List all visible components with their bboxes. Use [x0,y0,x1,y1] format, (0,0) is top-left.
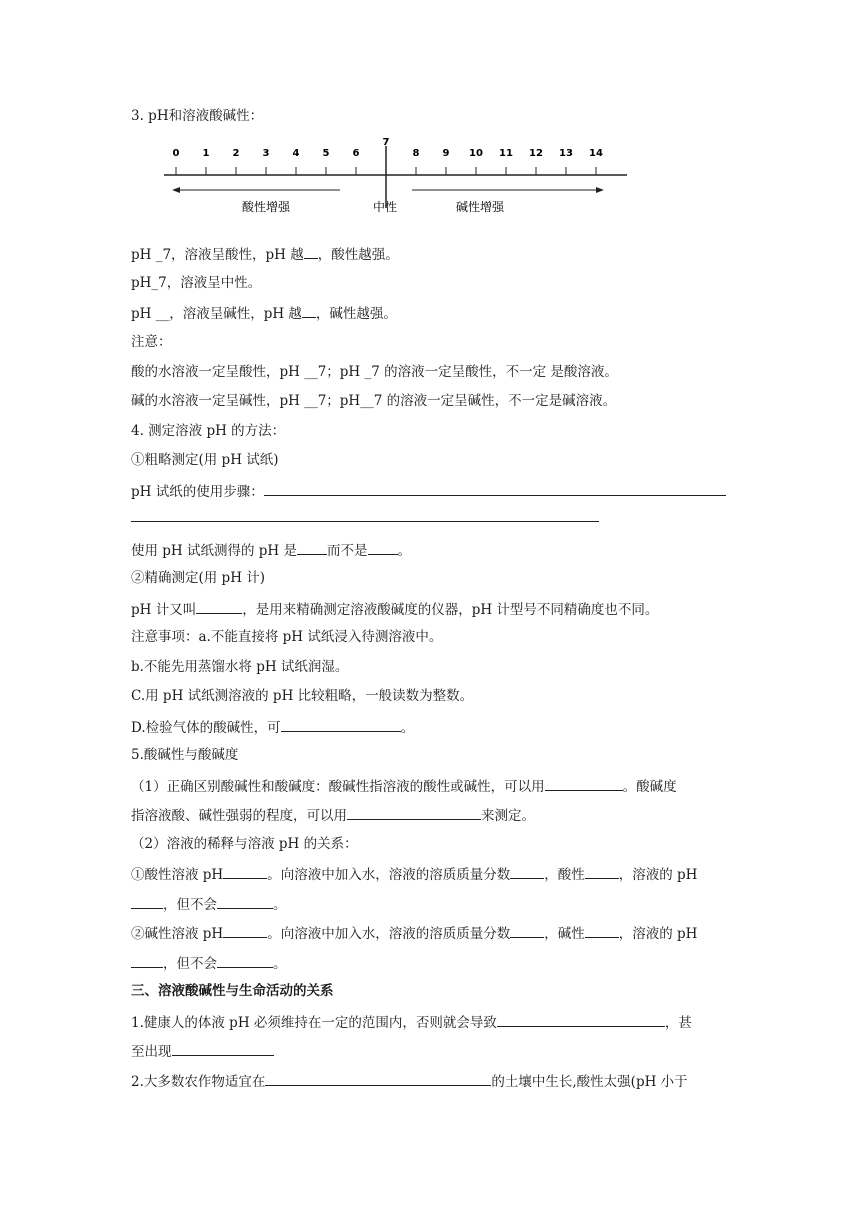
scale-tick-label: 3 [262,148,270,159]
neutral-ph-line: pH_7，溶液呈中性。 [131,275,262,291]
blank [585,863,619,879]
neutral-zone-label: 中性 [373,200,398,214]
blank [347,804,481,820]
text: D.检验气体的酸碱性，可 [131,720,281,736]
text: ，溶液的 pH [618,867,698,883]
blank [131,506,599,522]
scale-tick-label: 2 [232,148,240,159]
blank [172,1040,274,1056]
blank [264,480,726,496]
text: 。 [397,543,411,559]
scale-tick-label: 6 [352,148,360,159]
acid-zone-label: 酸性增强 [242,200,291,214]
text: 2.大多数农作物适宜在 [131,1074,266,1090]
text: pH 试纸的使用步骤： [131,484,264,500]
blank [510,922,544,938]
note-heading: 注意： [131,334,172,350]
scale-tick-label: 13 [559,148,573,159]
blank [223,863,267,879]
section-4-heading: 4. 测定溶液 pH 的方法： [131,423,286,439]
text: ，甚 [664,1015,692,1031]
ph-paper-result-line [131,539,411,561]
health-line-2 [131,1040,274,1062]
scale-tick-label: 4 [292,148,300,159]
crops-line [131,1070,688,1092]
blank [281,716,401,732]
text: 来测定。 [481,808,535,824]
ph-paper-steps-line-2 [131,506,599,528]
blank [297,539,327,555]
text: ，但不会 [163,897,217,913]
text: pH _7，溶液呈酸性，pH 越 [131,247,304,263]
precise-measure-heading: ②精确测定(用 pH 计) [131,570,266,586]
base-dilution-line-2 [131,952,287,974]
text: ，酸性越强。 [317,247,399,263]
text: ②碱性溶液 pH [131,926,224,942]
text: 。 [400,720,415,736]
caution-a-line: 注意事项：a.不能直接将 pH 试纸浸入待测溶液中。 [131,629,443,645]
scale-tick-label: 7 [382,137,390,148]
note-base-line: 碱的水溶液一定呈碱性，pH __7；pH__7 的溶液一定呈碱性，不一定是碱溶液。 [131,393,617,409]
distinguish-line-2 [131,804,535,826]
caution-c-line: C.用 pH 试纸测溶液的 pH 比较粗略，一般读数为整数。 [131,688,474,704]
blank [497,1011,665,1027]
health-line-1 [131,1011,692,1033]
blank [217,952,273,968]
text: 。酸碱度 [622,779,677,795]
caution-b-line: b.不能先用蒸馏水将 pH 试纸润湿。 [131,659,349,675]
acid-dilution-line-1 [131,863,697,885]
scale-tick-label: 14 [589,148,603,159]
text: ，碱性越强。 [315,306,397,322]
text: pH 计又叫 [131,602,197,618]
text: 。 [273,956,287,972]
blank [196,598,242,614]
caution-d-line [131,716,414,738]
scale-tick-label: 11 [499,148,513,159]
text: 而不是 [327,543,368,559]
text: pH __，溶液呈碱性，pH 越 [131,306,302,322]
text: 的土壤中生长,酸性太强(pH 小于 [491,1074,688,1090]
scale-tick-label: 5 [322,148,330,159]
text: ，酸性 [544,867,585,883]
acid-dilution-line-2 [131,893,287,915]
ph-paper-steps-line [131,480,726,502]
text: 。向溶液中加入水，溶液的溶质质量分数 [267,926,511,942]
blank [585,922,619,938]
ph-scale-diagram [160,132,630,222]
text: ，但不会 [163,956,217,972]
blank [265,1070,491,1086]
text: 。向溶液中加入水，溶液的溶质质量分数 [267,867,511,883]
blank [510,863,544,879]
acid-arrowhead [172,187,180,193]
dilution-heading: （2）溶液的稀释与溶液 pH 的关系： [131,836,358,852]
text: ①酸性溶液 pH [131,867,224,883]
blank [223,922,267,938]
section-5-heading: 5.酸碱性与酸碱度 [131,747,239,763]
base-dilution-line-1 [131,922,697,944]
blank [304,243,318,259]
blank [217,893,273,909]
section-three-heading: 三、溶液酸碱性与生命活动的关系 [131,983,334,999]
blank [545,775,623,791]
base-arrowhead [596,187,604,193]
text: ，溶液的 pH [618,926,698,942]
scale-tick-label: 0 [172,148,180,159]
base-ph-line [131,302,397,324]
rough-measure-heading: ①粗略测定(用 pH 试纸) [131,452,279,468]
text: ，碱性 [544,926,585,942]
text: 。 [273,897,287,913]
scale-tick-label: 8 [412,148,420,159]
blank [302,302,316,318]
blank [368,539,398,555]
base-zone-label: 碱性增强 [456,200,505,214]
scale-tick-label: 1 [202,148,210,159]
blank [131,893,163,909]
scale-tick-label: 9 [442,148,450,159]
acid-ph-line [131,243,399,265]
blank [131,952,163,968]
text: （1）正确区别酸碱性和酸碱度：酸碱性指溶液的酸性或碱性，可以用 [131,779,545,795]
text: 至出现 [131,1044,172,1060]
distinguish-line-1 [131,775,677,797]
ph-meter-line [131,598,658,620]
text: 1.健康人的体液 pH 必须维持在一定的范围内，否则就会导致 [131,1015,497,1031]
text: 使用 pH 试纸测得的 pH 是 [131,543,297,559]
section-3-heading: 3. pH和溶液酸碱性： [131,108,264,124]
scale-tick-label: 10 [469,148,483,159]
text: ，是用来精确测定溶液酸碱度的仪器，pH 计型号不同精确度也不同。 [242,602,659,618]
note-acid-line: 酸的水溶液一定呈酸性，pH __7；pH _7 的溶液一定呈酸性，不一定 是酸溶液。 [131,364,618,380]
scale-tick-label: 12 [529,148,543,159]
text: 指溶液酸、碱性强弱的程度，可以用 [131,808,347,824]
